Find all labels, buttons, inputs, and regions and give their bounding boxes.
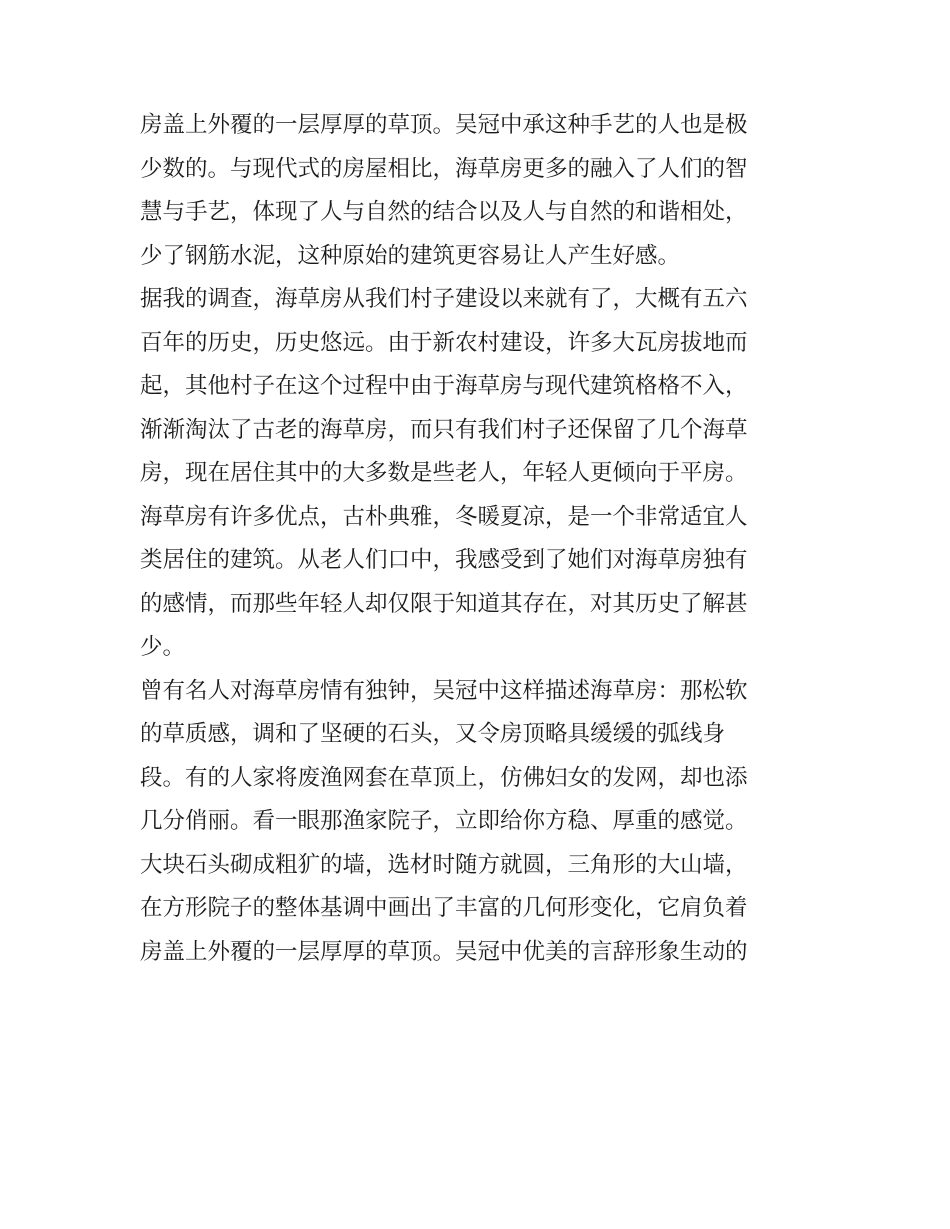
text-line: 海草房有许多优点，古朴典雅，冬暖夏凉，是一个非常适宜人 [140,503,748,530]
text-line: 据我的调查，海草房从我们村子建设以来就有了，大概有五六 [140,286,748,312]
text-line: 段。有的人家将废渔网套在草顶上，仿佛妇女的发网，却也添 [140,764,748,791]
text-line: 百年的历史，历史悠远。由于新农村建设，许多大瓦房拔地而 [140,329,748,356]
text-line: 的草质感，调和了坚硬的石头，又令房顶略具缓缓的弧线身 [140,721,726,747]
text-line: 在方形院子的整体基调中画出了丰富的几何形变化，它肩负着 [140,895,748,921]
text-line: 的感情，而那些年轻人却仅限于知道其存在，对其历史了解甚 [140,590,748,617]
text-line: 起，其他村子在这个过程中由于海草房与现代建筑格格不入， [140,373,748,399]
text-line: 房盖上外覆的一层厚厚的草顶。吴冠中优美的言辞形象生动的 [140,938,748,965]
text-line: 少。 [140,634,186,660]
text-line: 大块石头砌成粗犷的墙，选材时随方就圆，三角形的大山墙， [140,851,748,878]
text-line: 少了钢筋水泥，这种原始的建筑更容易让人产生好感。 [140,242,681,269]
text-line: 房，现在居住其中的大多数是些老人，年轻人更倾向于平房。 [140,460,748,486]
text-line: 慧与手艺，体现了人与自然的结合以及人与自然的和谐相处， [140,199,748,225]
text-line: 房盖上外覆的一层厚厚的草顶。吴冠中承这种手艺的人也是极 [140,112,748,138]
body-text [140,104,820,974]
text-line: 类居住的建筑。从老人们口中，我感受到了她们对海草房独有 [140,547,748,573]
text-line: 曾有名人对海草房情有独钟，吴冠中这样描述海草房：那松软 [140,677,748,704]
text-line: 渐渐淘汰了古老的海草房，而只有我们村子还保留了几个海草 [140,416,748,443]
text-line: 少数的。与现代式的房屋相比，海草房更多的融入了人们的智 [140,155,748,182]
text-line: 几分俏丽。看一眼那渔家院子，立即给你方稳、厚重的感觉。 [140,808,748,834]
